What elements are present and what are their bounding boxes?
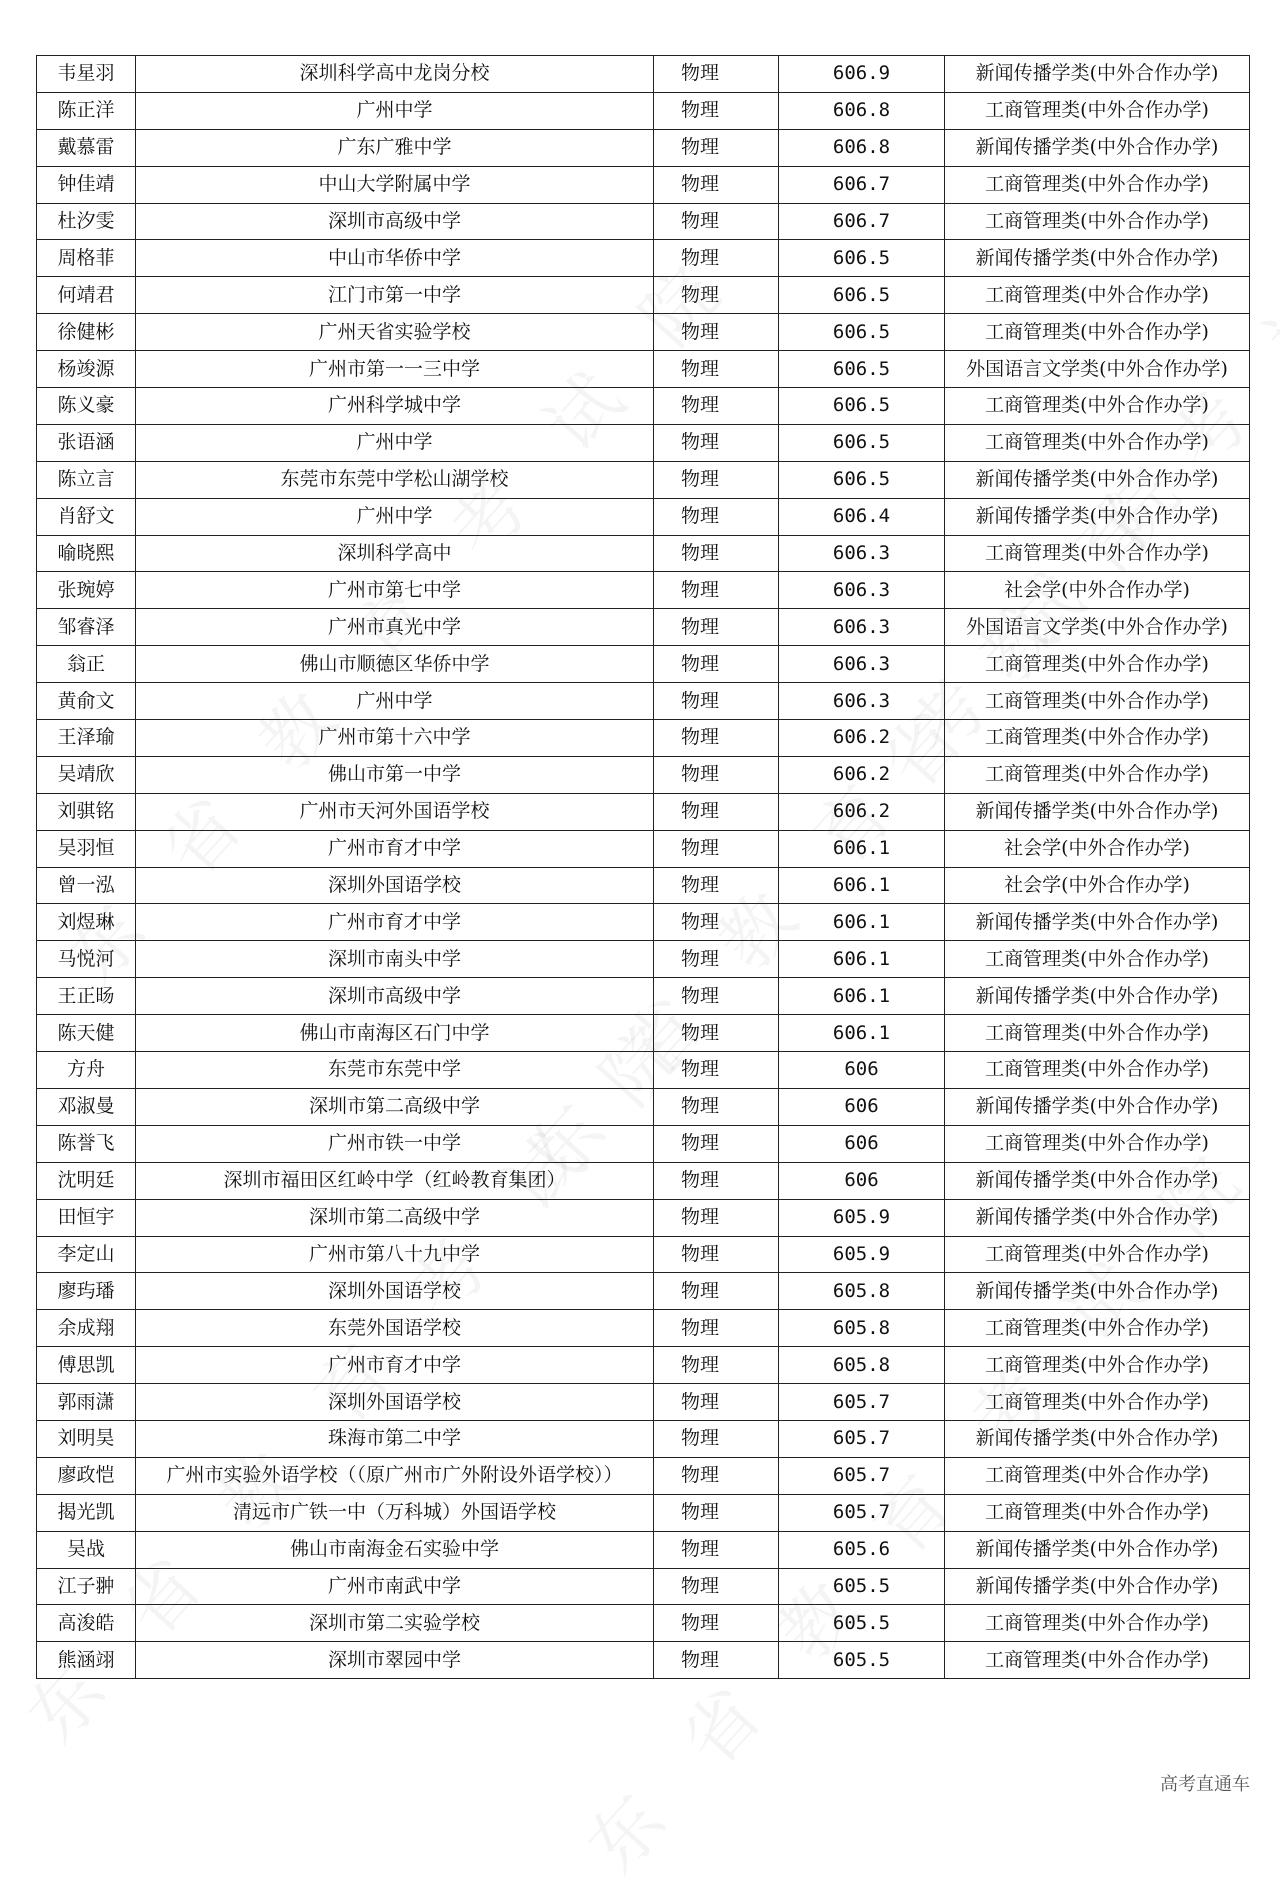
school-cell: 广州中学 xyxy=(136,424,654,461)
score-cell: 606 xyxy=(779,1088,945,1125)
table-row xyxy=(37,1457,1250,1494)
table-row xyxy=(37,1125,1250,1162)
student-name-cell: 方舟 xyxy=(37,1052,136,1089)
school-cell: 深圳科学高中 xyxy=(136,535,654,572)
major-cell: 新闻传播学类(中外合作办学) xyxy=(945,904,1250,941)
major-cell: 新闻传播学类(中外合作办学) xyxy=(945,1568,1250,1605)
student-name-cell: 邹睿泽 xyxy=(37,609,136,646)
subject-cell: 物理 xyxy=(654,720,779,757)
table-row xyxy=(37,1494,1250,1531)
school-cell: 深圳科学高中龙岗分校 xyxy=(136,56,654,93)
subject-cell: 物理 xyxy=(654,756,779,793)
table-row xyxy=(37,1199,1250,1236)
subject-cell: 物理 xyxy=(654,646,779,683)
school-cell: 深圳市第二高级中学 xyxy=(136,1199,654,1236)
school-cell: 广州市育才中学 xyxy=(136,830,654,867)
table-row xyxy=(37,572,1250,609)
student-name-cell: 肖舒文 xyxy=(37,498,136,535)
student-name-cell: 钟佳靖 xyxy=(37,166,136,203)
major-cell: 工商管理类(中外合作办学) xyxy=(945,1052,1250,1089)
major-cell: 工商管理类(中外合作办学) xyxy=(945,720,1250,757)
student-name-cell: 傅思凯 xyxy=(37,1347,136,1384)
student-name-cell: 王泽瑜 xyxy=(37,720,136,757)
major-cell: 新闻传播学类(中外合作办学) xyxy=(945,56,1250,93)
table-row xyxy=(37,240,1250,277)
student-name-cell: 韦星羽 xyxy=(37,56,136,93)
major-cell: 工商管理类(中外合作办学) xyxy=(945,941,1250,978)
subject-cell: 物理 xyxy=(654,1088,779,1125)
subject-cell: 物理 xyxy=(654,1384,779,1421)
student-name-cell: 何靖君 xyxy=(37,277,136,314)
student-name-cell: 刘煜琳 xyxy=(37,904,136,941)
subject-cell: 物理 xyxy=(654,1015,779,1052)
school-cell: 广州科学城中学 xyxy=(136,388,654,425)
major-cell: 工商管理类(中外合作办学) xyxy=(945,1642,1250,1679)
table-row xyxy=(37,609,1250,646)
score-cell: 606.2 xyxy=(779,793,945,830)
subject-cell: 物理 xyxy=(654,129,779,166)
table-row xyxy=(37,1088,1250,1125)
student-name-cell: 沈明廷 xyxy=(37,1162,136,1199)
table-row xyxy=(37,166,1250,203)
student-name-cell: 杜汐雯 xyxy=(37,203,136,240)
subject-cell: 物理 xyxy=(654,1420,779,1457)
major-cell: 外国语言文学类(中外合作办学) xyxy=(945,609,1250,646)
subject-cell: 物理 xyxy=(654,498,779,535)
score-cell: 606.1 xyxy=(779,867,945,904)
table-row xyxy=(37,720,1250,757)
subject-cell: 物理 xyxy=(654,424,779,461)
score-cell: 605.6 xyxy=(779,1531,945,1568)
subject-cell: 物理 xyxy=(654,92,779,129)
table-row xyxy=(37,535,1250,572)
subject-cell: 物理 xyxy=(654,1605,779,1642)
table-row xyxy=(37,1531,1250,1568)
student-name-cell: 廖政恺 xyxy=(37,1457,136,1494)
table-row xyxy=(37,1052,1250,1089)
score-cell: 606.3 xyxy=(779,535,945,572)
major-cell: 工商管理类(中外合作办学) xyxy=(945,424,1250,461)
major-cell: 工商管理类(中外合作办学) xyxy=(945,1310,1250,1347)
student-name-cell: 陈义豪 xyxy=(37,388,136,425)
major-cell: 新闻传播学类(中外合作办学) xyxy=(945,498,1250,535)
major-cell: 新闻传播学类(中外合作办学) xyxy=(945,240,1250,277)
score-cell: 606.1 xyxy=(779,830,945,867)
school-cell: 广东广雅中学 xyxy=(136,129,654,166)
student-name-cell: 邓淑曼 xyxy=(37,1088,136,1125)
school-cell: 东莞市东莞中学 xyxy=(136,1052,654,1089)
score-cell: 605.5 xyxy=(779,1568,945,1605)
school-cell: 广州中学 xyxy=(136,498,654,535)
score-cell: 606.3 xyxy=(779,572,945,609)
score-cell: 605.7 xyxy=(779,1457,945,1494)
table-row xyxy=(37,941,1250,978)
major-cell: 工商管理类(中外合作办学) xyxy=(945,1457,1250,1494)
major-cell: 工商管理类(中外合作办学) xyxy=(945,314,1250,351)
table-row xyxy=(37,904,1250,941)
subject-cell: 物理 xyxy=(654,1236,779,1273)
school-cell: 广州市第八十九中学 xyxy=(136,1236,654,1273)
subject-cell: 物理 xyxy=(654,277,779,314)
table-row xyxy=(37,1420,1250,1457)
score-cell: 605.8 xyxy=(779,1273,945,1310)
major-cell: 工商管理类(中外合作办学) xyxy=(945,535,1250,572)
subject-cell: 物理 xyxy=(654,1568,779,1605)
major-cell: 新闻传播学类(中外合作办学) xyxy=(945,1162,1250,1199)
score-cell: 606.5 xyxy=(779,277,945,314)
major-cell: 新闻传播学类(中外合作办学) xyxy=(945,793,1250,830)
subject-cell: 物理 xyxy=(654,978,779,1015)
student-name-cell: 徐健彬 xyxy=(37,314,136,351)
school-cell: 广州市第十六中学 xyxy=(136,720,654,757)
subject-cell: 物理 xyxy=(654,166,779,203)
student-name-cell: 陈正洋 xyxy=(37,92,136,129)
table-row xyxy=(37,1347,1250,1384)
subject-cell: 物理 xyxy=(654,351,779,388)
student-name-cell: 黄俞文 xyxy=(37,683,136,720)
school-cell: 广州中学 xyxy=(136,683,654,720)
subject-cell: 物理 xyxy=(654,1531,779,1568)
subject-cell: 物理 xyxy=(654,609,779,646)
table-row xyxy=(37,277,1250,314)
score-cell: 605.8 xyxy=(779,1310,945,1347)
major-cell: 新闻传播学类(中外合作办学) xyxy=(945,1273,1250,1310)
table-row xyxy=(37,1310,1250,1347)
major-cell: 工商管理类(中外合作办学) xyxy=(945,92,1250,129)
subject-cell: 物理 xyxy=(654,941,779,978)
student-name-cell: 吴战 xyxy=(37,1531,136,1568)
table-row xyxy=(37,92,1250,129)
table-row xyxy=(37,1015,1250,1052)
subject-cell: 物理 xyxy=(654,240,779,277)
school-cell: 广州市第一一三中学 xyxy=(136,351,654,388)
major-cell: 外国语言文学类(中外合作办学) xyxy=(945,351,1250,388)
score-cell: 606.5 xyxy=(779,461,945,498)
table-row xyxy=(37,388,1250,425)
school-cell: 深圳市翠园中学 xyxy=(136,1642,654,1679)
score-cell: 606.8 xyxy=(779,129,945,166)
subject-cell: 物理 xyxy=(654,388,779,425)
school-cell: 广州天省实验学校 xyxy=(136,314,654,351)
table-row xyxy=(37,1642,1250,1679)
table-row xyxy=(37,1236,1250,1273)
student-name-cell: 吴靖欣 xyxy=(37,756,136,793)
school-cell: 东莞外国语学校 xyxy=(136,1310,654,1347)
score-cell: 605.7 xyxy=(779,1494,945,1531)
student-name-cell: 翁正 xyxy=(37,646,136,683)
score-cell: 606.5 xyxy=(779,424,945,461)
subject-cell: 物理 xyxy=(654,203,779,240)
score-cell: 606.3 xyxy=(779,646,945,683)
score-cell: 606.5 xyxy=(779,388,945,425)
table-row xyxy=(37,498,1250,535)
score-cell: 606.5 xyxy=(779,314,945,351)
student-name-cell: 田恒宇 xyxy=(37,1199,136,1236)
major-cell: 新闻传播学类(中外合作办学) xyxy=(945,978,1250,1015)
student-name-cell: 吴羽恒 xyxy=(37,830,136,867)
score-cell: 605.5 xyxy=(779,1605,945,1642)
score-cell: 605.7 xyxy=(779,1420,945,1457)
score-cell: 606.2 xyxy=(779,720,945,757)
school-cell: 佛山市第一中学 xyxy=(136,756,654,793)
major-cell: 工商管理类(中外合作办学) xyxy=(945,1015,1250,1052)
major-cell: 新闻传播学类(中外合作办学) xyxy=(945,1531,1250,1568)
major-cell: 工商管理类(中外合作办学) xyxy=(945,388,1250,425)
score-cell: 606.3 xyxy=(779,683,945,720)
school-cell: 广州市天河外国语学校 xyxy=(136,793,654,830)
major-cell: 工商管理类(中外合作办学) xyxy=(945,683,1250,720)
school-cell: 深圳市南头中学 xyxy=(136,941,654,978)
subject-cell: 物理 xyxy=(654,535,779,572)
school-cell: 佛山市南海区石门中学 xyxy=(136,1015,654,1052)
score-cell: 606.3 xyxy=(779,609,945,646)
school-cell: 广州市南武中学 xyxy=(136,1568,654,1605)
school-cell: 中山市华侨中学 xyxy=(136,240,654,277)
major-cell: 工商管理类(中外合作办学) xyxy=(945,1236,1250,1273)
table-row xyxy=(37,1162,1250,1199)
major-cell: 新闻传播学类(中外合作办学) xyxy=(945,1199,1250,1236)
student-name-cell: 揭光凯 xyxy=(37,1494,136,1531)
subject-cell: 物理 xyxy=(654,1125,779,1162)
school-cell: 深圳市高级中学 xyxy=(136,203,654,240)
score-cell: 606.9 xyxy=(779,56,945,93)
table-row xyxy=(37,646,1250,683)
school-cell: 深圳市福田区红岭中学（红岭教育集团） xyxy=(136,1162,654,1199)
student-name-cell: 陈誉飞 xyxy=(37,1125,136,1162)
school-cell: 清远市广铁一中（万科城）外国语学校 xyxy=(136,1494,654,1531)
subject-cell: 物理 xyxy=(654,683,779,720)
student-name-cell: 曾一泓 xyxy=(37,867,136,904)
score-cell: 606.1 xyxy=(779,1015,945,1052)
score-cell: 606 xyxy=(779,1052,945,1089)
admission-table-body xyxy=(37,56,1250,1679)
table-row xyxy=(37,830,1250,867)
subject-cell: 物理 xyxy=(654,461,779,498)
table-row xyxy=(37,683,1250,720)
table-row xyxy=(37,756,1250,793)
subject-cell: 物理 xyxy=(654,1310,779,1347)
score-cell: 605.5 xyxy=(779,1642,945,1679)
score-cell: 606.1 xyxy=(779,978,945,1015)
major-cell: 工商管理类(中外合作办学) xyxy=(945,277,1250,314)
major-cell: 工商管理类(中外合作办学) xyxy=(945,1494,1250,1531)
school-cell: 深圳外国语学校 xyxy=(136,1273,654,1310)
major-cell: 工商管理类(中外合作办学) xyxy=(945,646,1250,683)
school-cell: 广州市育才中学 xyxy=(136,1347,654,1384)
score-cell: 606.5 xyxy=(779,240,945,277)
subject-cell: 物理 xyxy=(654,1199,779,1236)
table-row xyxy=(37,56,1250,93)
school-cell: 深圳外国语学校 xyxy=(136,867,654,904)
major-cell: 工商管理类(中外合作办学) xyxy=(945,203,1250,240)
score-cell: 606.8 xyxy=(779,92,945,129)
school-cell: 深圳外国语学校 xyxy=(136,1384,654,1421)
student-name-cell: 刘骐铭 xyxy=(37,793,136,830)
score-cell: 606.7 xyxy=(779,203,945,240)
major-cell: 工商管理类(中外合作办学) xyxy=(945,756,1250,793)
student-name-cell: 廖玙璠 xyxy=(37,1273,136,1310)
subject-cell: 物理 xyxy=(654,56,779,93)
school-cell: 广州市铁一中学 xyxy=(136,1125,654,1162)
score-cell: 606.5 xyxy=(779,351,945,388)
subject-cell: 物理 xyxy=(654,1052,779,1089)
subject-cell: 物理 xyxy=(654,314,779,351)
major-cell: 新闻传播学类(中外合作办学) xyxy=(945,1088,1250,1125)
student-name-cell: 熊涵翊 xyxy=(37,1642,136,1679)
table-row xyxy=(37,793,1250,830)
student-name-cell: 郭雨潇 xyxy=(37,1384,136,1421)
student-name-cell: 江子翀 xyxy=(37,1568,136,1605)
subject-cell: 物理 xyxy=(654,1494,779,1531)
score-cell: 606.1 xyxy=(779,941,945,978)
student-name-cell: 余成翔 xyxy=(37,1310,136,1347)
student-name-cell: 戴慕雷 xyxy=(37,129,136,166)
school-cell: 佛山市顺德区华侨中学 xyxy=(136,646,654,683)
student-name-cell: 喻晓熙 xyxy=(37,535,136,572)
school-cell: 广州市育才中学 xyxy=(136,904,654,941)
footer-watermark-label: 高考直通车 xyxy=(1160,1774,1250,1795)
score-cell: 606.1 xyxy=(779,904,945,941)
subject-cell: 物理 xyxy=(654,1273,779,1310)
score-cell: 605.9 xyxy=(779,1199,945,1236)
major-cell: 工商管理类(中外合作办学) xyxy=(945,1605,1250,1642)
admission-table xyxy=(36,55,1250,1679)
school-cell: 广州市真光中学 xyxy=(136,609,654,646)
school-cell: 佛山市南海金石实验中学 xyxy=(136,1531,654,1568)
student-name-cell: 张语涵 xyxy=(37,424,136,461)
table-row xyxy=(37,129,1250,166)
subject-cell: 物理 xyxy=(654,904,779,941)
student-name-cell: 刘明昊 xyxy=(37,1420,136,1457)
major-cell: 新闻传播学类(中外合作办学) xyxy=(945,129,1250,166)
student-name-cell: 李定山 xyxy=(37,1236,136,1273)
table-row xyxy=(37,424,1250,461)
table-row xyxy=(37,978,1250,1015)
subject-cell: 物理 xyxy=(654,793,779,830)
student-name-cell: 马悦河 xyxy=(37,941,136,978)
score-cell: 606.7 xyxy=(779,166,945,203)
table-row xyxy=(37,1384,1250,1421)
school-cell: 深圳市高级中学 xyxy=(136,978,654,1015)
subject-cell: 物理 xyxy=(654,572,779,609)
student-name-cell: 陈天健 xyxy=(37,1015,136,1052)
subject-cell: 物理 xyxy=(654,830,779,867)
school-cell: 珠海市第二中学 xyxy=(136,1420,654,1457)
student-name-cell: 张琬婷 xyxy=(37,572,136,609)
subject-cell: 物理 xyxy=(654,1347,779,1384)
major-cell: 工商管理类(中外合作办学) xyxy=(945,1125,1250,1162)
school-cell: 深圳市第二实验学校 xyxy=(136,1605,654,1642)
major-cell: 工商管理类(中外合作办学) xyxy=(945,1384,1250,1421)
table-row xyxy=(37,461,1250,498)
subject-cell: 物理 xyxy=(654,1642,779,1679)
major-cell: 社会学(中外合作办学) xyxy=(945,867,1250,904)
table-row xyxy=(37,1273,1250,1310)
school-cell: 深圳市第二高级中学 xyxy=(136,1088,654,1125)
student-name-cell: 周格菲 xyxy=(37,240,136,277)
school-cell: 东莞市东莞中学松山湖学校 xyxy=(136,461,654,498)
score-cell: 605.9 xyxy=(779,1236,945,1273)
student-name-cell: 陈立言 xyxy=(37,461,136,498)
major-cell: 工商管理类(中外合作办学) xyxy=(945,166,1250,203)
score-cell: 606.2 xyxy=(779,756,945,793)
school-cell: 广州市实验外语学校（（原广州市广外附设外语学校）） xyxy=(136,1457,654,1494)
table-row xyxy=(37,1568,1250,1605)
school-cell: 广州中学 xyxy=(136,92,654,129)
score-cell: 606 xyxy=(779,1125,945,1162)
student-name-cell: 王正旸 xyxy=(37,978,136,1015)
major-cell: 工商管理类(中外合作办学) xyxy=(945,1347,1250,1384)
table-row xyxy=(37,203,1250,240)
table-row xyxy=(37,1605,1250,1642)
major-cell: 社会学(中外合作办学) xyxy=(945,830,1250,867)
subject-cell: 物理 xyxy=(654,867,779,904)
student-name-cell: 杨竣源 xyxy=(37,351,136,388)
table-row xyxy=(37,867,1250,904)
score-cell: 606.4 xyxy=(779,498,945,535)
major-cell: 社会学(中外合作办学) xyxy=(945,572,1250,609)
school-cell: 江门市第一中学 xyxy=(136,277,654,314)
table-row xyxy=(37,351,1250,388)
subject-cell: 物理 xyxy=(654,1162,779,1199)
score-cell: 605.7 xyxy=(779,1384,945,1421)
major-cell: 新闻传播学类(中外合作办学) xyxy=(945,461,1250,498)
school-cell: 中山大学附属中学 xyxy=(136,166,654,203)
score-cell: 605.8 xyxy=(779,1347,945,1384)
major-cell: 新闻传播学类(中外合作办学) xyxy=(945,1420,1250,1457)
table-row xyxy=(37,314,1250,351)
subject-cell: 物理 xyxy=(654,1457,779,1494)
score-cell: 606 xyxy=(779,1162,945,1199)
school-cell: 广州市第七中学 xyxy=(136,572,654,609)
student-name-cell: 高浚皓 xyxy=(37,1605,136,1642)
